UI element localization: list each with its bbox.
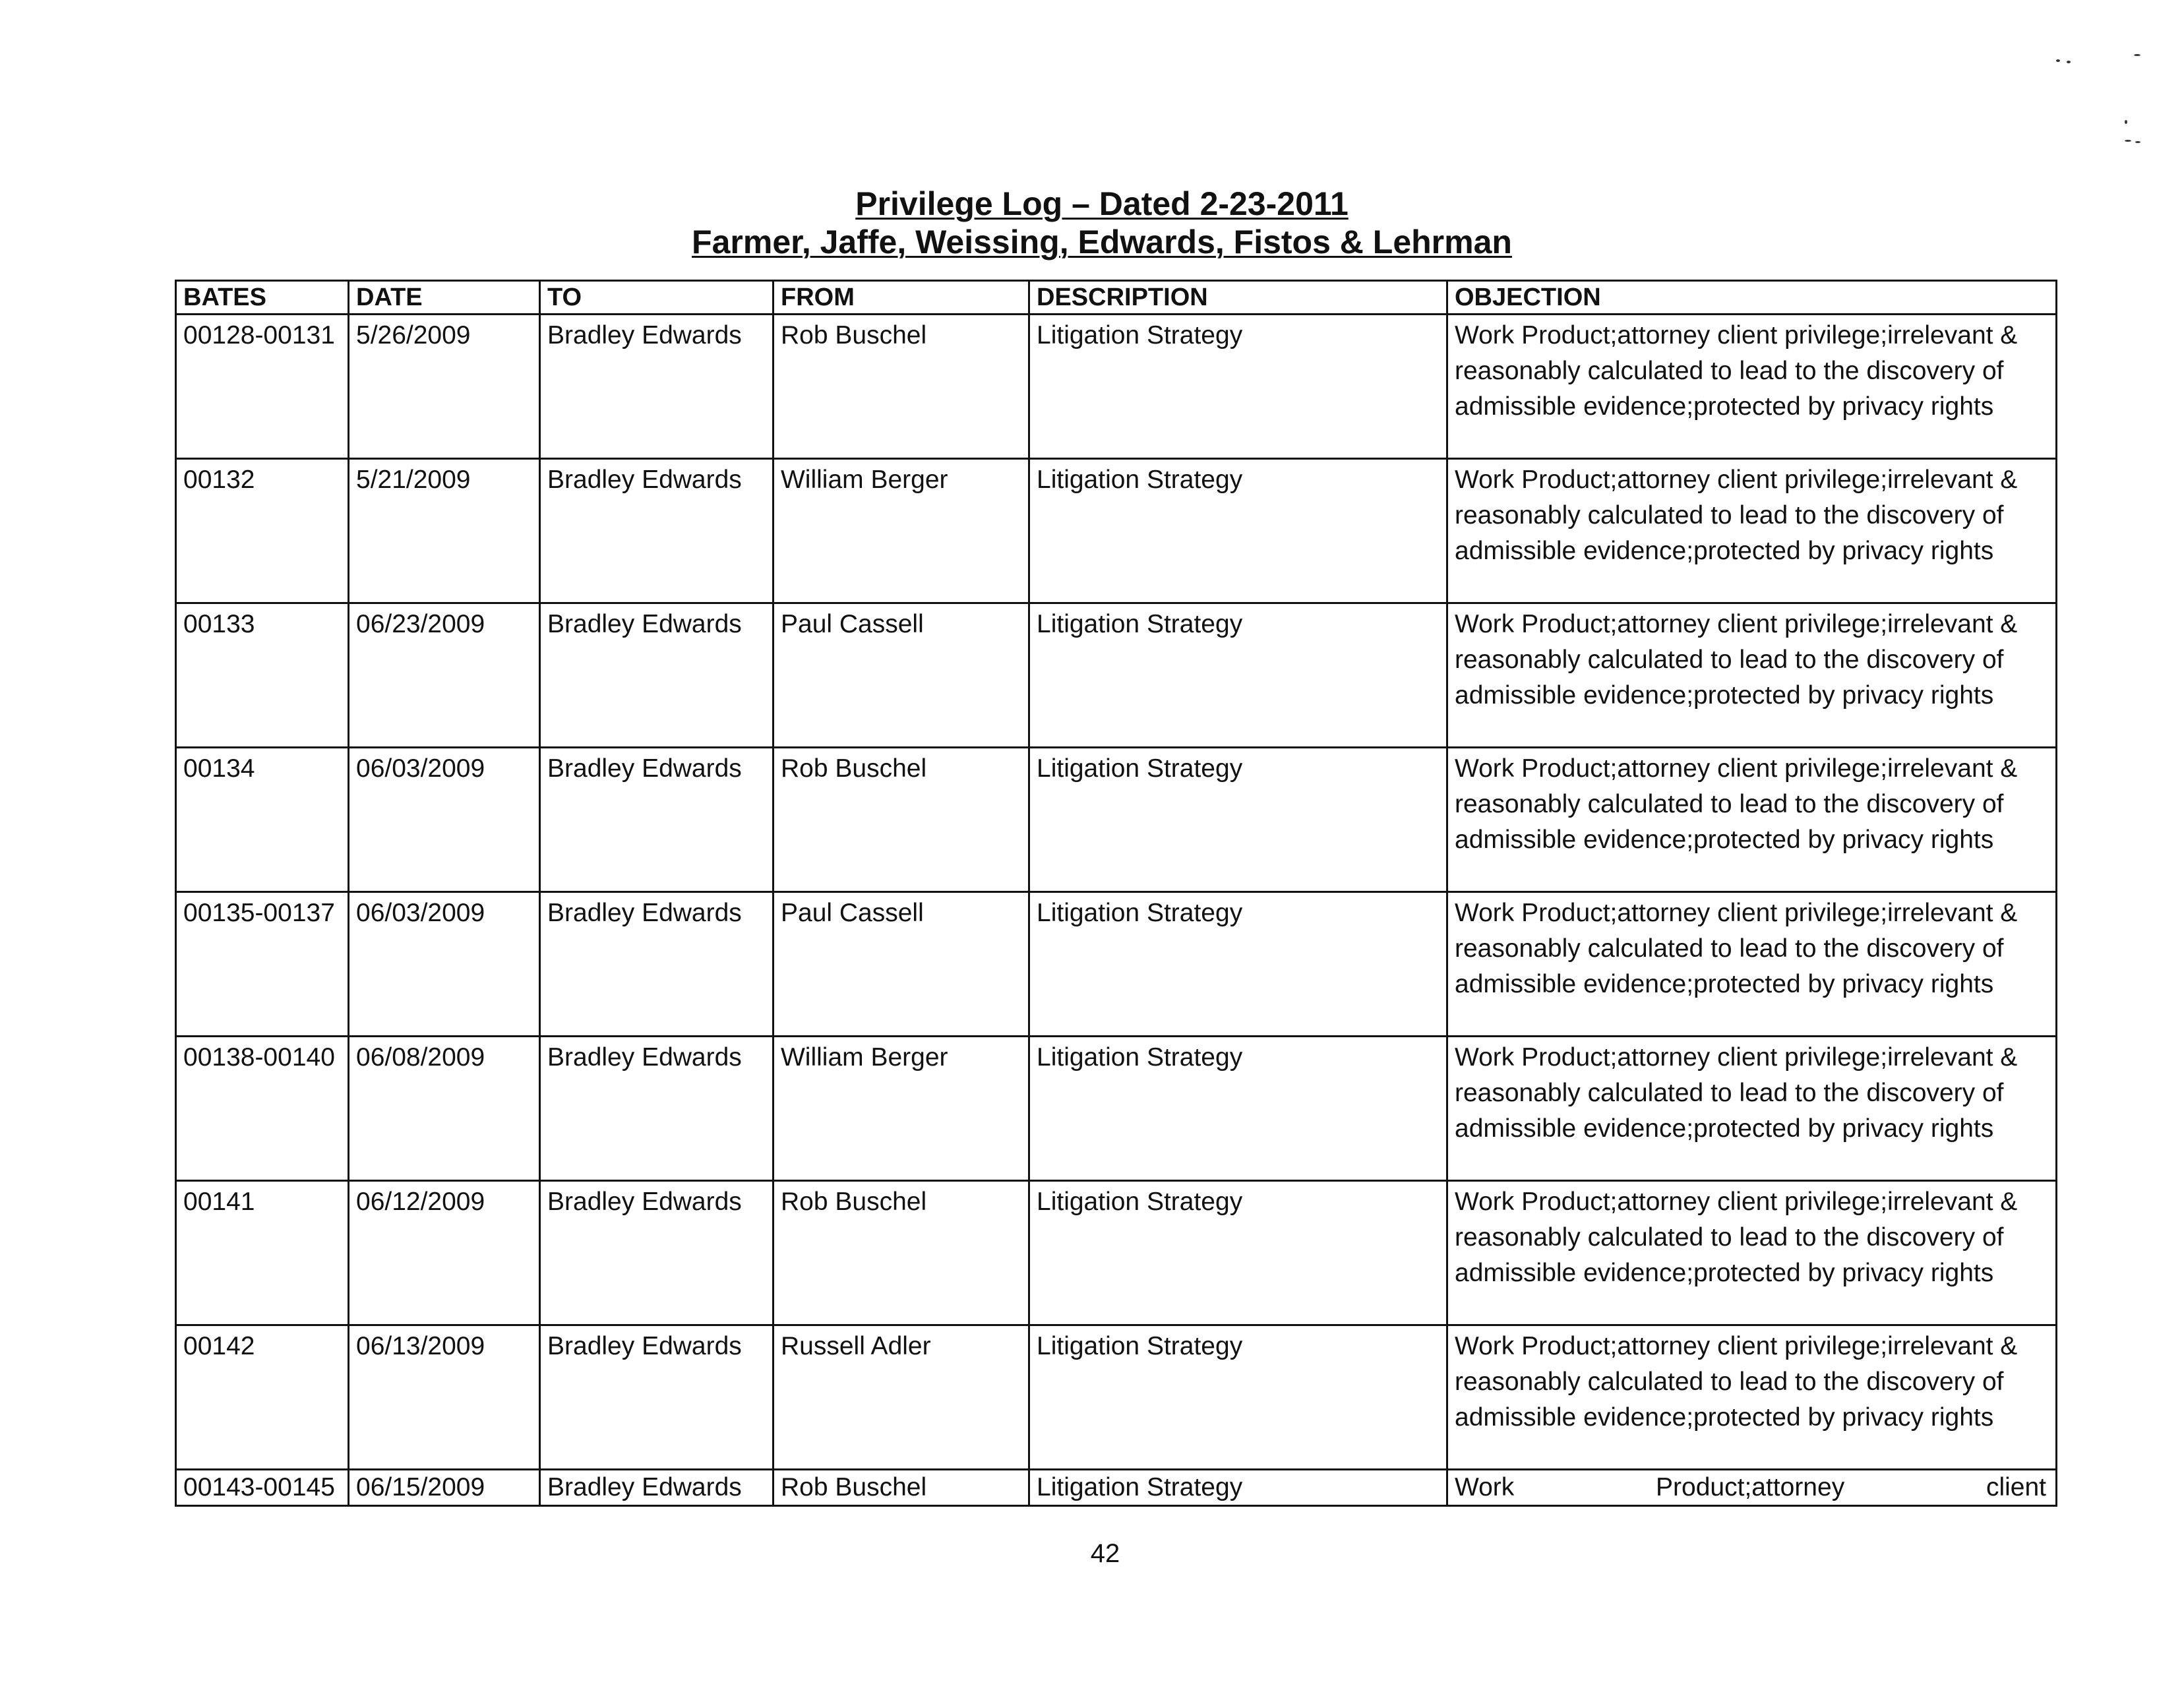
cell-objection: Work Product;attorney client [1447, 1470, 2057, 1506]
header-to: TO [540, 281, 774, 315]
page-number: 42 [1090, 1539, 1120, 1568]
cell-objection: Work Product;attorney client privilege;irrelevant & reasonably calculated to lead to the discovery of admissible evidence;protected by privacy rights [1447, 892, 2057, 1037]
cell-bates: 00142 [176, 1325, 349, 1470]
cell-from: William Berger [774, 459, 1029, 603]
cell-bates: 00141 [176, 1181, 349, 1325]
cell-bates: 00128-00131 [176, 315, 349, 459]
cell-description: Litigation Strategy [1029, 459, 1447, 603]
cell-from: Paul Cassell [774, 892, 1029, 1037]
header-bates: BATES [176, 281, 349, 315]
cell-date: 06/03/2009 [349, 748, 540, 892]
cell-date: 06/08/2009 [349, 1037, 540, 1181]
cell-bates: 00132 [176, 459, 349, 603]
cell-date: 06/15/2009 [349, 1470, 540, 1506]
cell-description: Litigation Strategy [1029, 1325, 1447, 1470]
cell-date: 06/13/2009 [349, 1325, 540, 1470]
cell-objection: Work Product;attorney client privilege;irrelevant & reasonably calculated to lead to the discovery of admissible evidence;protected by privacy rights [1447, 315, 2057, 459]
cell-date: 06/12/2009 [349, 1181, 540, 1325]
cell-from: Rob Buschel [774, 1470, 1029, 1506]
cell-date: 06/23/2009 [349, 603, 540, 748]
scan-speck [2134, 54, 2140, 56]
cell-from: Rob Buschel [774, 1181, 1029, 1325]
cell-from: Rob Buschel [774, 315, 1029, 459]
scan-speck [2125, 120, 2127, 124]
cell-from: Russell Adler [774, 1325, 1029, 1470]
table-row [176, 1181, 2057, 1325]
document-title: Privilege Log – Dated 2-23-2011 [855, 185, 1349, 222]
cell-to: Bradley Edwards [540, 459, 774, 603]
cell-to: Bradley Edwards [540, 1470, 774, 1506]
cell-description: Litigation Strategy [1029, 892, 1447, 1037]
table-row [176, 1325, 2057, 1470]
cell-date: 5/21/2009 [349, 459, 540, 603]
cell-bates: 00138-00140 [176, 1037, 349, 1181]
cell-to: Bradley Edwards [540, 1181, 774, 1325]
cell-from: Paul Cassell [774, 603, 1029, 748]
table-row [176, 1037, 2057, 1181]
cell-objection: Work Product;attorney client privilege;irrelevant & reasonably calculated to lead to the discovery of admissible evidence;protected by privacy rights [1447, 748, 2057, 892]
header-from: FROM [774, 281, 1029, 315]
cell-objection: Work Product;attorney client privilege;irrelevant & reasonably calculated to lead to the discovery of admissible evidence;protected by privacy rights [1447, 1037, 2057, 1181]
cell-objection: Work Product;attorney client privilege;irrelevant & reasonably calculated to lead to the discovery of admissible evidence;protected by privacy rights [1447, 1325, 2057, 1470]
cell-date: 5/26/2009 [349, 315, 540, 459]
table-row [176, 892, 2057, 1037]
document-subtitle: Farmer, Jaffe, Weissing, Edwards, Fistos & Lehrman [692, 224, 1512, 260]
cell-to: Bradley Edwards [540, 1325, 774, 1470]
cell-to: Bradley Edwards [540, 748, 774, 892]
cell-objection: Work Product;attorney client privilege;irrelevant & reasonably calculated to lead to the discovery of admissible evidence;protected by privacy rights [1447, 459, 2057, 603]
title-block [0, 185, 2184, 261]
scan-speck [2135, 141, 2140, 143]
cell-objection: Work Product;attorney client privilege;irrelevant & reasonably calculated to lead to the discovery of admissible evidence;protected by privacy rights [1447, 603, 2057, 748]
cell-description: Litigation Strategy [1029, 1181, 1447, 1325]
cell-description: Litigation Strategy [1029, 1037, 1447, 1181]
table-row [176, 603, 2057, 748]
header-date: DATE [349, 281, 540, 315]
table-row [176, 748, 2057, 892]
cell-description: Litigation Strategy [1029, 748, 1447, 892]
cell-bates: 00134 [176, 748, 349, 892]
scan-speck [2056, 59, 2060, 62]
cell-date: 06/03/2009 [349, 892, 540, 1037]
table-row [176, 459, 2057, 603]
cell-bates: 00135-00137 [176, 892, 349, 1037]
cell-from: William Berger [774, 1037, 1029, 1181]
table-header-row [176, 281, 2057, 315]
cell-to: Bradley Edwards [540, 315, 774, 459]
cell-bates: 00143-00145 [176, 1470, 349, 1506]
scan-speck [2067, 61, 2071, 63]
cell-description: Litigation Strategy [1029, 603, 1447, 748]
cell-from: Rob Buschel [774, 748, 1029, 892]
header-objection: OBJECTION [1447, 281, 2057, 315]
scan-speck [2125, 140, 2131, 142]
cell-objection: Work Product;attorney client privilege;irrelevant & reasonably calculated to lead to the discovery of admissible evidence;protected by privacy rights [1447, 1181, 2057, 1325]
privilege-log-table [175, 280, 2057, 1507]
cell-bates: 00133 [176, 603, 349, 748]
cell-description: Litigation Strategy [1029, 315, 1447, 459]
table-row [176, 315, 2057, 459]
header-description: DESCRIPTION [1029, 281, 1447, 315]
cell-to: Bradley Edwards [540, 1037, 774, 1181]
table-row [176, 1470, 2057, 1506]
cell-to: Bradley Edwards [540, 603, 774, 748]
cell-description: Litigation Strategy [1029, 1470, 1447, 1506]
cell-to: Bradley Edwards [540, 892, 774, 1037]
